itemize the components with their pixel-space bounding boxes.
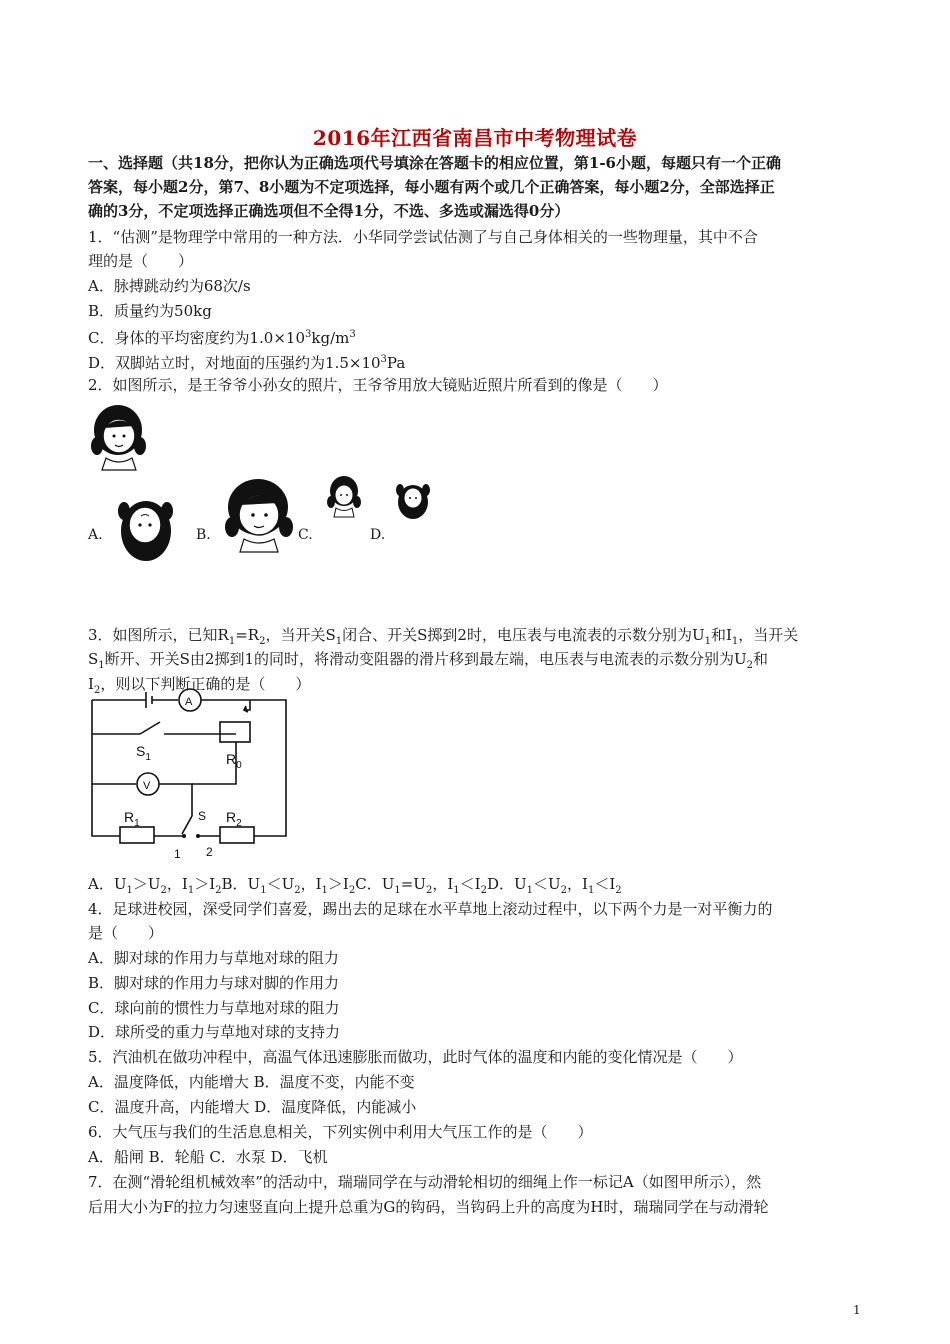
- q6-options: A．船闸 B．轮船 C．水泵 D．飞机: [88, 1148, 328, 1166]
- q3-options: A．$U_1>U_2$，$I_1>I_2B$．$U_1<U_2$，$I_1>I_2C$．$U_1=U_2$，$I_1<I_2D$．$U_1<U_2$，$I_1<I_2$: [88, 875, 622, 896]
- q2-original-photo: [88, 400, 148, 472]
- q3-stem-line-3: $I_2$，则以下判断正确的是（ ）: [88, 675, 311, 696]
- terminal-1-label: 1: [174, 847, 181, 861]
- section-header-line-2: 答案，每小题2分，第7、8小题为不定项选择，每小题有两个或几个正确答案，每小题2分，全部选择正: [88, 178, 775, 196]
- voltmeter-label: V: [143, 780, 151, 792]
- q1-stem-line-1: 1．“估测”是物理学中常用的一种方法．小华同学尝试估测了与自己身体相关的一些物理量，其中不合: [88, 228, 758, 246]
- switch-terminal-1: [182, 834, 186, 838]
- switch-s-label: S: [198, 809, 207, 823]
- q4-option-b: B．脚对球的作用力与球对脚的作用力: [88, 974, 340, 992]
- page-number: 1: [853, 1303, 861, 1317]
- q5-stem: 5．汽油机在做功冲程中，高温气体迅速膨胀而做功，此时气体的温度和内能的变化情况是（ ）: [88, 1048, 743, 1066]
- q2-label-d: D.: [370, 527, 386, 543]
- q1-option-a: A．脉搏跳动约为68次/s: [88, 277, 251, 295]
- r2-label: $R_2$: [226, 809, 242, 829]
- q7-stem-line-1: 7．在测“滑轮组机械效率”的活动中，瑞瑞同学在与动滑轮相切的细绳上作一标记A（如图甲所示），然: [88, 1173, 762, 1191]
- terminal-2-label: 2: [206, 845, 213, 859]
- q1-option-d: D．双脚站立时，对地面的压强约为$1.5\times 10^3Pa$: [88, 354, 406, 372]
- r0-label: $R_0$: [226, 751, 242, 771]
- q7-stem-line-2: 后用大小为F的拉力匀速竖直向上提升总重为G的钩码，当钩码上升的高度为H时，瑞瑞同学在与动滑轮: [88, 1198, 769, 1216]
- q5-options-line-1: A．温度降低，内能增大 B．温度不变，内能不变: [88, 1073, 415, 1091]
- q3-circuit-diagram: [86, 686, 296, 864]
- q5-options-line-2: C．温度升高，内能增大 D．温度降低，内能减小: [88, 1098, 417, 1116]
- q3-stem-line-2: $S_1$断开、开关S由2掷到1的同时，将滑动变阻器的滑片移到最左端，电压表与电流表的示数分别为$U_2$和: [88, 650, 769, 671]
- q4-stem-line-1: 4．足球进校园，深受同学们喜爱，踢出去的足球在水平草地上滚动过程中，以下两个力是一对平衡力的: [88, 900, 773, 918]
- page-title: 2016年江西省南昌市中考物理试卷: [312, 126, 638, 150]
- q2-option-c-image: [326, 474, 362, 518]
- q1-option-b: B．质量约为50kg: [88, 302, 212, 320]
- q2-label-b: B.: [196, 527, 211, 543]
- q4-option-c: C．球向前的惯性力与草地对球的阻力: [88, 999, 340, 1017]
- section-header-line-3: 确的3分，不定项选择正确选项但不全得1分，不选、多选或漏选得0分）: [88, 202, 570, 220]
- s1-label: $S_1$: [136, 743, 151, 763]
- q1-option-c: C．身体的平均密度约为$1.0\times 10^3kg/m^3$: [88, 329, 356, 347]
- ammeter-label: A: [185, 696, 193, 708]
- switch-terminal-2: [196, 834, 200, 838]
- q3-stem-line-1: 3．如图所示，已知$R_1=R_2$，当开关$S_1$闭合、开关S掷到2时，电压表与电流表的示数分别为$U_1$和$I_1$，当开关: [88, 626, 799, 647]
- q4-option-a: A．脚对球的作用力与草地对球的阻力: [88, 949, 339, 967]
- r1-label: $R_1$: [124, 809, 140, 829]
- q2-stem: 2．如图所示，是王爷爷小孙女的照片，王爷爷用放大镜贴近照片所看到的像是（ ）: [88, 376, 668, 394]
- q4-stem-line-2: 是（ ）: [88, 924, 164, 942]
- q1-stem-line-2: 理的是（ ）: [88, 252, 194, 270]
- q2-label-c: C.: [298, 527, 313, 543]
- q2-option-d-image: [396, 476, 430, 522]
- q2-label-a: A.: [88, 527, 103, 543]
- q6-stem: 6．大气压与我们的生活息息相关，下列实例中利用大气压工作的是（ ）: [88, 1123, 593, 1141]
- section-header-line-1: 一、选择题（共18分，把你认为正确选项代号填涂在答题卡的相应位置，第1-6小题，每题只有一个正确: [88, 154, 781, 172]
- q2-option-a-image: [118, 483, 174, 569]
- q2-option-b-image: [222, 475, 294, 553]
- q4-option-d: D．球所受的重力与草地对球的支持力: [88, 1023, 341, 1041]
